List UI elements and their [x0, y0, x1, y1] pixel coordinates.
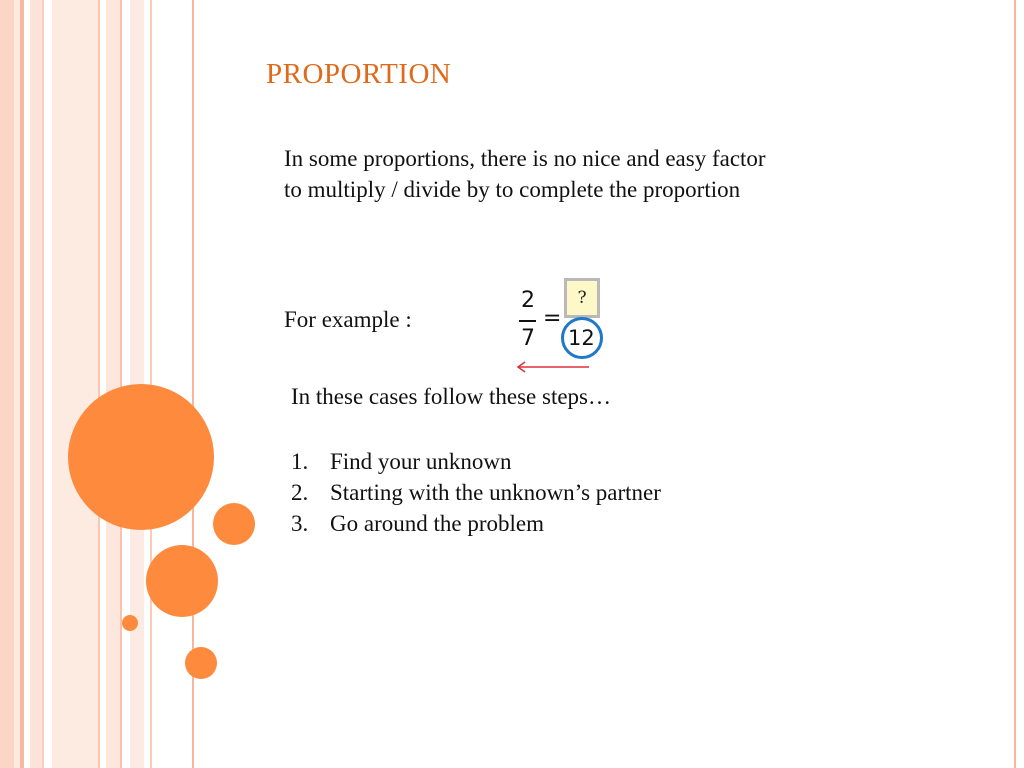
step-number: 3. [291, 511, 309, 536]
decorative-circle [122, 615, 138, 631]
list-item [291, 508, 661, 539]
decorative-stripe [30, 0, 42, 768]
intro-text: In some proportions, there is no nice and easy factor to multiply / divide by to complete the proportion [284, 146, 766, 202]
decorative-circle [213, 503, 255, 545]
step-text: Go around the problem [330, 511, 544, 536]
unknown-box: ? [564, 278, 600, 318]
decorative-circle [146, 545, 218, 617]
left-arrow-icon [513, 360, 593, 374]
decorative-stripe [20, 0, 24, 768]
fraction-numerator: 2 [521, 288, 535, 313]
right-denominator: 12 [568, 326, 595, 350]
decorative-stripe [1014, 0, 1016, 768]
equals-sign: = [543, 306, 562, 331]
example-label: For example : [284, 307, 412, 332]
step-number: 2. [291, 480, 309, 505]
decorative-stripe [42, 0, 44, 768]
decorative-stripe [0, 0, 14, 768]
decorative-stripe [106, 0, 120, 768]
decorative-circle [185, 647, 217, 679]
steps-intro: In these cases follow these steps… [291, 384, 612, 409]
step-text: Find your unknown [330, 449, 512, 474]
decorative-stripe [120, 0, 122, 768]
fraction-denominator: 7 [521, 326, 535, 351]
fraction-bar [519, 320, 536, 322]
step-number: 1. [291, 449, 309, 474]
decorative-stripe [52, 0, 98, 768]
list-item [291, 446, 661, 477]
slide-title: PROPORTION [266, 58, 452, 90]
list-item [291, 477, 661, 508]
step-text: Starting with the unknown’s partner [330, 480, 661, 505]
decorative-circle [68, 384, 214, 530]
decorative-stripe [98, 0, 100, 768]
steps-list [291, 446, 661, 539]
